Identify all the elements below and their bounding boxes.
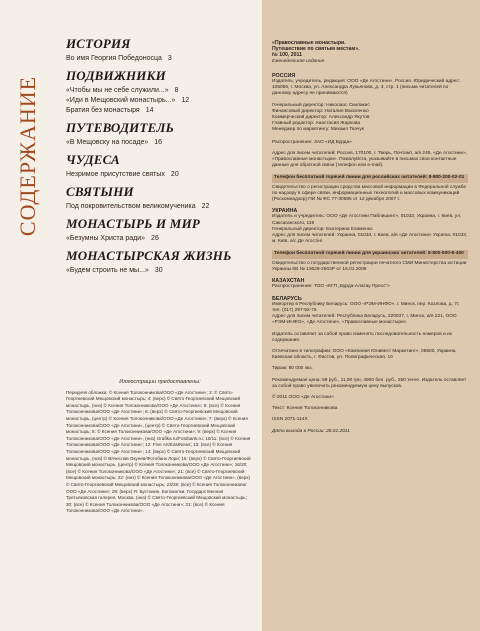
entry-page-number: 14 (145, 107, 154, 114)
entry-title: «В Мещовску на посаде» (66, 139, 149, 146)
belarus-address: Адрес для писем читателей: Республика Беларусь, 220037, г. Минск, а/я 221, ООО «РЭМ-ИНФО», «Де Агостини», «Православные монастыри» (272, 314, 457, 326)
release-date: Дата выхода в России: 28.01.2011 (272, 428, 350, 434)
copyright: © 2011 ООО «Де Агостини» (272, 394, 334, 400)
section-kazakhstan: КАЗАХСТАН (272, 278, 305, 285)
russia-publisher: Издатель, учредитель, редакция: ООО «Де Агостини», Россия. Юридический адрес: 105066, г. Москва, ул. Александра Лукьянова, д. 3, стр. 1 (письма читателей по данному адресу не принимаются) (272, 79, 461, 97)
section-heading: ИСТОРИЯ (66, 36, 131, 51)
toc-entry (66, 139, 256, 146)
issn: ISSN 2071-114X (272, 417, 308, 423)
imprint-issue: № 100, 2011 (272, 52, 303, 59)
price: Рекомендуемая цена: 69 руб., 11,90 грн, 4900 бел. руб., 250 тенге. Издатель оставляет за собой право увеличить рекомендуемую цену выпусков. (272, 377, 467, 389)
toc-section (66, 248, 256, 274)
entry-title: «Будем строить не мы...» (66, 267, 149, 274)
entry-title: «Безумны Христа ради» (66, 235, 146, 242)
imprint-issue-sub: Еженедельное издание (272, 58, 325, 64)
imprint-title-1: «Православные монастыри. (272, 40, 346, 46)
entry-page-number: 26 (151, 235, 159, 242)
belarus-importer: Импортер в Республику Беларусь: ООО «РЭМ-ИНФО», г. Минск, пер. Козлова, д. 7г, тел. (017) 297-92-75 (272, 301, 460, 313)
staff-1: Финансовый директор: Наталия Василенко (272, 108, 369, 114)
toc-entry (66, 267, 256, 274)
entry-page-number: 12 (181, 97, 190, 104)
staff-2: Коммерческий директор: Александр Якутов (272, 115, 370, 121)
ukraine-director: Генеральный директор: Екатерина Клименко (272, 226, 373, 232)
entry-title: Незримое присутствие святых (66, 171, 165, 178)
credits-heading: Иллюстрации предоставлены: (119, 379, 201, 385)
entry-title: «Чтобы мы не себе служили...» (66, 87, 169, 94)
vertical-title (10, 36, 46, 276)
toc-entry (66, 55, 256, 62)
imprint-title-2: Путешествие по святым местам». (272, 46, 360, 53)
text-author: Текст: Ксения Толоконникова (272, 406, 338, 412)
entry-title: Братия без монастыря (66, 107, 140, 114)
section-heading: СВЯТЫНИ (66, 184, 134, 199)
section-heading: ПУТЕВОДИТЕЛЬ (66, 120, 175, 135)
registration-russia: Свидетельство о регистрации средства массовой информации в Федеральной службе по надзору в сфере связи, информационных технологий и массовых коммуникаций (Роскомнадзор) ПИ № ФС 77-30595 от 12 декабря 2007 г. (272, 184, 467, 203)
toc-entry (66, 97, 256, 104)
circulation: Тираж: 80 000 экз. (272, 366, 313, 372)
staff-3: Главный редактор: Анастасия Жаркова (272, 121, 360, 127)
registration-ukraine: Свидетельство о государственной регистрации печатного СМИ Министерства юстиции Украины КВ № 13629-2603Р от 16.01.2008 (272, 260, 467, 272)
ukraine-address: Адрес для писем читателей: Украина, 01033, г. Киев, а/я «Де Агостини» Україна, 01033, м. Київ, а/с Де Агостіні (272, 233, 468, 245)
section-heading: МОНАСТЫРЬ И МИР (66, 216, 201, 231)
entry-page-number: 8 (174, 87, 179, 94)
imprint-panel (262, 0, 480, 631)
distributor: Распространение: ЗАО «ИД Бурда» (272, 139, 352, 145)
toc-section (66, 36, 256, 62)
toc-section (66, 184, 256, 210)
toc-entry (66, 203, 256, 210)
section-belarus: БЕЛАРУСЬ (272, 295, 302, 302)
entry-page-number: 16 (154, 139, 163, 146)
toc-entry (66, 235, 256, 242)
toc-entry (66, 87, 256, 94)
entry-page-number: 20 (170, 171, 179, 178)
section-heading: МОНАСТЫРСКАЯ ЖИЗНЬ (66, 248, 232, 263)
toc-section (66, 120, 256, 146)
rights-note: Издатель оставляет за собой право изменять последовательность номеров и их содержание. (272, 331, 453, 343)
entry-title: Во имя Георгия Победоносца (66, 55, 162, 62)
section-russia: РОССИЯ (272, 72, 296, 79)
entry-page-number: 3 (167, 55, 172, 62)
table-of-contents (66, 36, 256, 280)
vertical-title-text: СОДЕРЖАНИЕ (15, 75, 40, 237)
toc-entry (66, 107, 256, 114)
section-ukraine: УКРАИНА (272, 208, 298, 215)
ukraine-publisher: Издатель и учредитель: ООО «Де Агостини Паблишинг», 01032, Украина, г. Киев, ул. Саксаганского, 119 (272, 214, 462, 226)
toc-section (66, 68, 256, 114)
toc-entry (66, 171, 256, 178)
toc-section (66, 216, 256, 242)
staff-4: Менеджер по маркетингу: Михаил Ткачук (272, 127, 364, 133)
toc-section (66, 152, 256, 178)
entry-page-number: 22 (201, 203, 210, 210)
hotline-russia: Телефон бесплатной горячей линии для российских читателей: 8-800-200-02-01 (272, 174, 468, 182)
section-heading: ЧУДЕСА (66, 152, 120, 167)
staff-0: Генеральный директор: Николаос Скилакис (272, 102, 370, 108)
credits-text: Передняя обложка: © Ксения Толоконникова/ООО «Де Агостини»; 3: © Свято-Георгиевский Мещовский монастырь; 4: (верх) © Свято-Георгиевский Мещовский монастырь, (низ) © Ксения Толоконникова/ООО «Де Агостини»; 5: (все) © Ксения Толоконникова/ООО «Де Агостини»; 6: (верх) © Свято-Георгиевский Мещовский монастырь, (центр) © Ксения Толоконникова/ООО «Де Агостини»; 7: (верх) © Ксения Толоконникова/ООО «Де Агостини», (центр) © Свято-Георгиевский Мещовский монастырь; 8: © Ксения Толоконникова/ООО «Де Агостини»; 9: (верх) © Ксения Толоконникова/ООО «Де Агостини», (низ) Grafika.ru/Fotobank.ru; 10/11: (все) © Ксения Толоконникова/ООО «Де Агостини»; 12: Fine Art/EastNews; 13: (все) © Ксения Толоконникова/ООО «Де Агостини»; 14: (верх) © Свято-Георгиевский Мещовский монастырь, (низ) © Вячеслав Окунев/Фотобанк Лори; 15: (верх) © Свято-Георгиевский Мещовский монастырь, (центр) © Ксения Толоконникова/ООО «Де Агостини»; 16/20: (все) © Ксения Толоконникова/ООО «Де Агостини»; 21: (все) © Свято-Георгиевский Мещовский монастырь; 22: (низ) © Ксения Толоконникова/ООО «Де Агостини», (верх) © Свято-Георгиевский Мещовский монастырь; 23/28: (все) © Ксения Толоконникова/ООО «Де Агостини»; 29: (верх) Я. Бустанин. Богомолки. Государственная Третьяковская галерея, Москва, (низ) © Свято-Георгиевский Мещовский монастырь; 30: (все) © Ксения Толоконникова/ООО «Де Агостини»; 31: (все) © Ксения Толоконникова/ООО «Де Агостини». (66, 389, 251, 514)
kazakhstan-distributor: Распространение: ТОО «КГП „Бурда-Алатау Пресс“» (272, 284, 390, 290)
entry-title: «Иди в Мещовский монастырь...» (66, 97, 176, 104)
entry-page-number: 30 (154, 267, 163, 274)
section-heading: ПОДВИЖНИКИ (66, 68, 166, 83)
hotline-ukraine: Телефон бесплатной горячей линии для украинских читателей: 8-800-500-8-400 (272, 250, 468, 258)
illustration-credits (66, 379, 254, 515)
entry-title: Под покровительством великомученика (66, 203, 196, 210)
address-readers: Адрес для писем читателей: Россия, 170100, г. Тверь, Почтамт, а/я 245, «Де Агостини», «Православные монастыри». Пожалуйста, указывайте в письмах свои контактные данные для обратной связи (телефон или e-mail). (272, 150, 468, 169)
printed-by: Отпечатано в типографии: ООО «Компания Юнивест Маркетинг», 08500, Украина, Киевская область, г. Фастов, ул. Полиграфическая, 10 (272, 348, 457, 361)
